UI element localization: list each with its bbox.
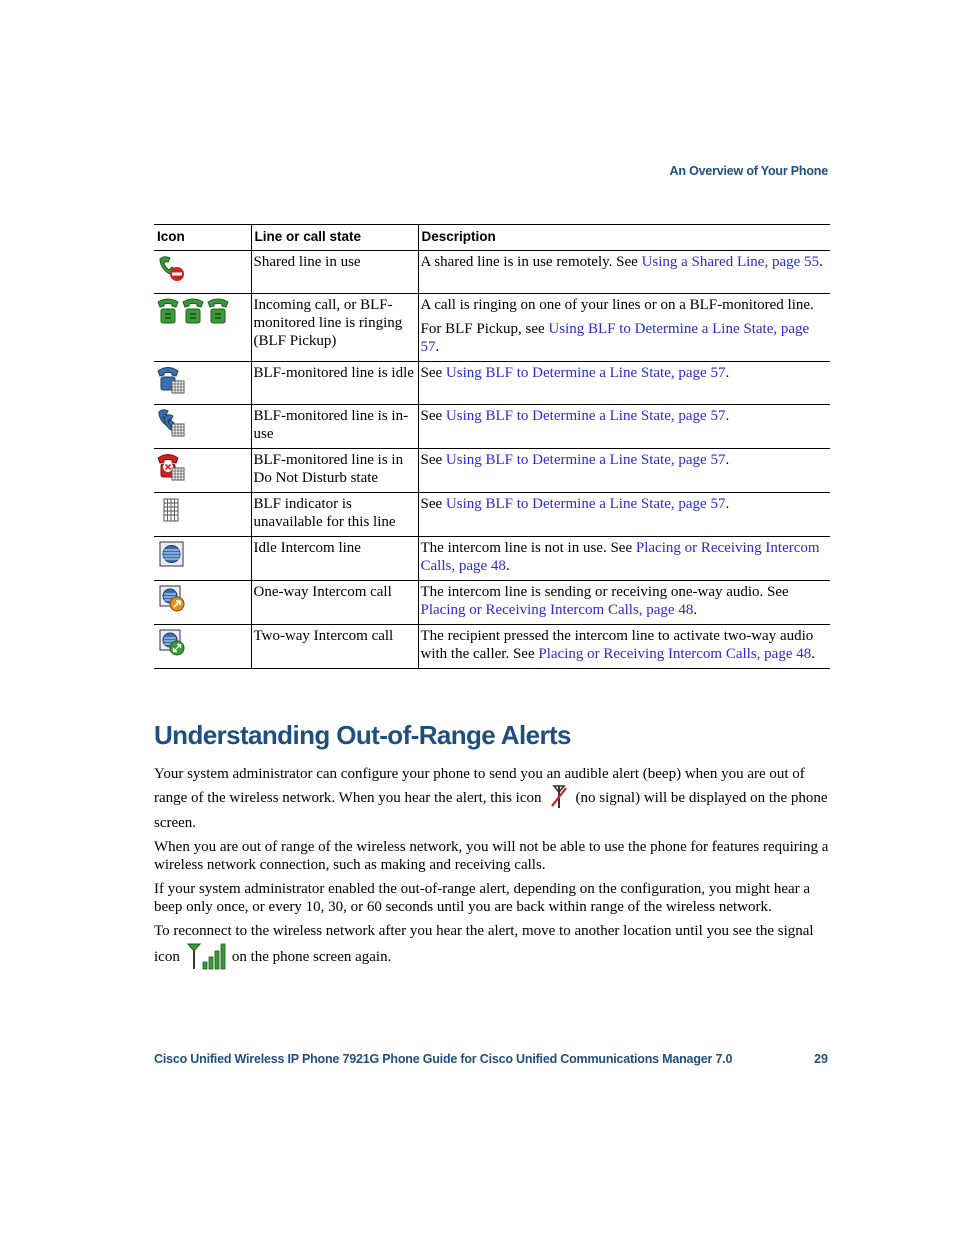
column-header-description: Description	[418, 225, 830, 251]
description-cell: The recipient pressed the intercom line to activate two-way audio with the caller. See Placing or Receiving Intercom Calls, page 48.	[418, 625, 830, 669]
section-title: Understanding Out-of-Range Alerts	[154, 720, 571, 750]
paragraph: When you are out of range of the wireless network, you will not be able to use the phone for features requiring a wireless network connection, such as making and receiving calls.	[154, 839, 829, 873]
page-number: 29	[814, 1052, 828, 1066]
icon-cell	[154, 294, 251, 362]
table-row	[154, 362, 830, 405]
icon-cell	[154, 493, 251, 537]
description-cell: The intercom line is sending or receiving one-way audio. See Placing or Receiving Intercom Calls, page 48.	[418, 581, 830, 625]
cross-reference-link[interactable]: Placing or Receiving Intercom Calls, page 48	[538, 646, 812, 662]
table-header-row	[154, 225, 830, 251]
description-cell: The intercom line is not in use. See Placing or Receiving Intercom Calls, page 48.	[418, 537, 830, 581]
paragraph: Your system administrator can configure your phone to send you an audible alert (beep) when you are out of range of the wireless network. When you hear the alert, this icon (no signal) will be displayed on the phone screen.	[154, 766, 828, 831]
paragraph: If your system administrator enabled the out-of-range alert, depending on the configuration, you might hear a beep only once, or every 10, 30, or 60 seconds until you are back within range of the wireless network.	[154, 881, 811, 915]
section-body	[154, 765, 830, 981]
state-cell: BLF-monitored line is in-use	[251, 405, 418, 449]
icon-cell	[154, 449, 251, 493]
state-cell: BLF-monitored line is in Do Not Disturb state	[251, 449, 418, 493]
table-row	[154, 449, 830, 493]
cross-reference-link[interactable]: Placing or Receiving Intercom Calls, page 48	[420, 540, 820, 574]
table-row	[154, 625, 830, 669]
state-cell: Shared line in use	[251, 251, 418, 294]
state-cell: Idle Intercom line	[251, 537, 418, 581]
two-way-intercom-icon	[156, 627, 186, 657]
state-cell: Two-way Intercom call	[251, 625, 418, 669]
icon-cell	[154, 405, 251, 449]
paragraph: To reconnect to the wireless network after you hear the alert, move to another location until you see the signal icon on the phone screen again.	[154, 922, 830, 975]
signal-icon	[186, 940, 226, 975]
state-cell: BLF indicator is unavailable for this line	[251, 493, 418, 537]
icon-cell	[154, 251, 251, 294]
cross-reference-link[interactable]: Using BLF to Determine a Line State, page 57	[445, 365, 726, 381]
column-header-state: Line or call state	[251, 225, 418, 251]
blf-unavailable-icon	[156, 495, 186, 525]
cross-reference-link[interactable]: Using BLF to Determine a Line State, page 57	[445, 452, 726, 468]
cross-reference-link[interactable]: Using BLF to Determine a Line State, page 57	[445, 496, 726, 512]
icon-cell	[154, 362, 251, 405]
table-row	[154, 493, 830, 537]
blf-in-use-icon	[156, 407, 186, 437]
icon-table	[154, 224, 830, 669]
table-row	[154, 581, 830, 625]
cross-reference-link[interactable]: Using a Shared Line, page 55	[641, 254, 820, 270]
footer-title: Cisco Unified Wireless IP Phone 7921G Phone Guide for Cisco Unified Communications Manager 7.0	[154, 1052, 733, 1066]
table-row	[154, 537, 830, 581]
shared-line-icon	[156, 253, 186, 283]
state-cell: One-way Intercom call	[251, 581, 418, 625]
no-signal-icon	[548, 783, 570, 814]
cross-reference-link[interactable]: Using BLF to Determine a Line State, page 57	[445, 408, 726, 424]
incoming-call-icons	[156, 296, 232, 326]
blf-idle-icon	[156, 364, 186, 394]
icon-cell	[154, 537, 251, 581]
idle-intercom-icon	[156, 539, 186, 569]
blf-dnd-icon	[156, 451, 186, 481]
icon-cell	[154, 625, 251, 669]
description-cell: See Using BLF to Determine a Line State, page 57.	[418, 449, 830, 493]
table-row	[154, 251, 830, 294]
table-row	[154, 405, 830, 449]
one-way-intercom-icon	[156, 583, 186, 613]
description-cell: A shared line is in use remotely. See Using a Shared Line, page 55.	[418, 251, 830, 294]
description-cell: See Using BLF to Determine a Line State, page 57.	[418, 405, 830, 449]
running-header: An Overview of Your Phone	[669, 164, 828, 178]
description-cell: See Using BLF to Determine a Line State, page 57.	[418, 362, 830, 405]
description-cell: A call is ringing on one of your lines or on a BLF-monitored line. For BLF Pickup, see Using BLF to Determine a Line State, page 57.	[418, 294, 830, 362]
column-header-icon: Icon	[154, 225, 251, 251]
cross-reference-link[interactable]: Using BLF to Determine a Line State, page 57	[420, 321, 810, 355]
table-row	[154, 294, 830, 362]
icon-cell	[154, 581, 251, 625]
description-cell: See Using BLF to Determine a Line State, page 57.	[418, 493, 830, 537]
state-cell: BLF-monitored line is idle	[251, 362, 418, 405]
state-cell: Incoming call, or BLF-monitored line is ringing (BLF Pickup)	[251, 294, 418, 362]
cross-reference-link[interactable]: Placing or Receiving Intercom Calls, page 48	[420, 602, 694, 618]
